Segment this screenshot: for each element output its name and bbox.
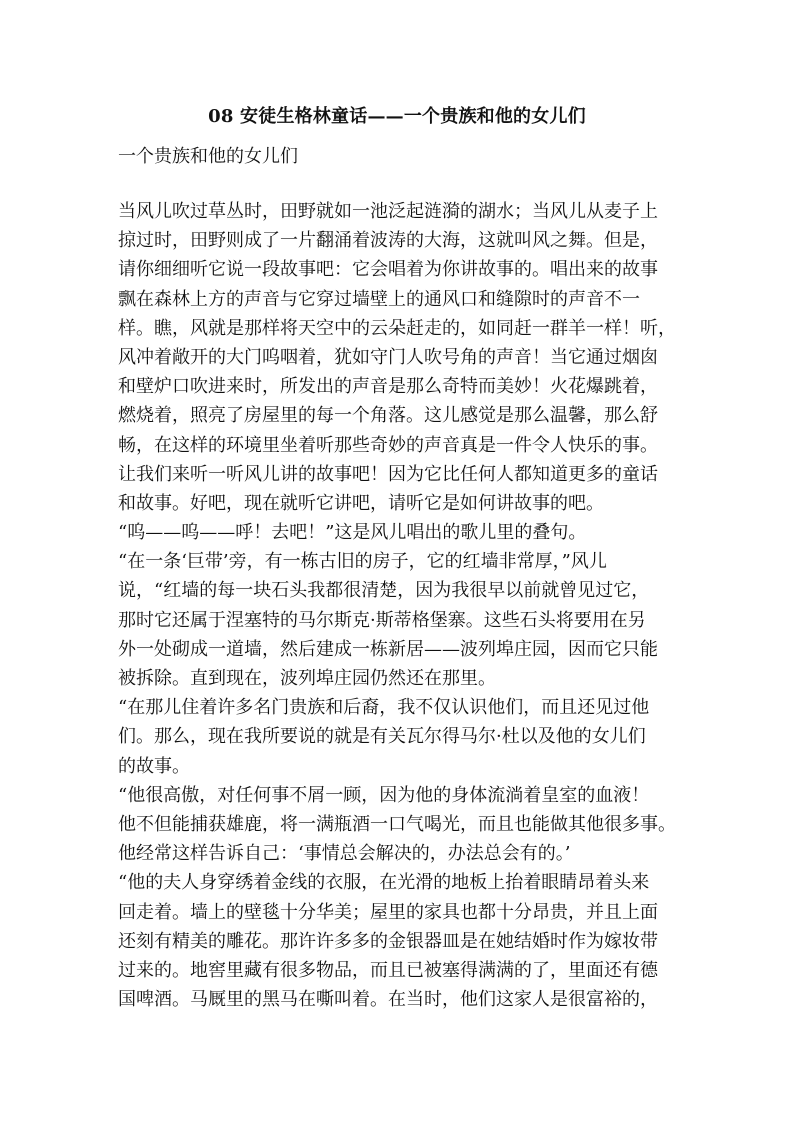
- body-line: “呜——呜——呼！去吧！”这是风儿唱出的歌儿里的叠句。: [118, 522, 587, 544]
- body-line: 们。那么，现在我所要说的就是有关瓦尔得马尔·杜以及他的女儿们: [118, 726, 646, 748]
- body-line: 的故事。: [118, 755, 190, 777]
- body-line: 过来的。地窖里藏有很多物品，而且已被塞得满满的了，里面还有德: [118, 959, 658, 981]
- body-line: “在那儿住着许多名门贵族和后裔，我不仅认识他们，而且还见过他: [118, 697, 650, 719]
- body-line: 当风儿吹过草丛时，田野就如一池泛起涟漪的湖水；当风儿从麦子上: [118, 201, 658, 222]
- body-line: 他经常这样告诉自己：‘事情总会解决的，办法总会有的。’: [118, 843, 571, 865]
- body-line: 说，“红墙的每一块石头我都很清楚，因为我很早以前就曾见过它，: [118, 580, 650, 602]
- body-line: 畅，在这样的环境里坐着听那些奇妙的声音真是一件令人快乐的事。: [118, 434, 658, 456]
- body-line: 那时它还属于涅塞特的马尔斯克·斯蒂格堡寨。这些石头将要用在另: [118, 609, 646, 631]
- body-line: “他很高傲，对任何事不屑一顾，因为他的身体流淌着皇室的血液！: [118, 784, 650, 806]
- body-line: “在一条‘巨带’旁，有一栋古旧的房子，它的红墙非常厚，”风儿: [118, 551, 607, 573]
- body-line: 掠过时，田野则成了一片翻涌着波涛的大海，这就叫风之舞。但是，: [118, 230, 658, 252]
- body-line: 回走着。墙上的壁毯十分华美；屋里的家具也都十分昂贵，并且上面: [118, 901, 658, 923]
- document-body: [118, 197, 680, 1014]
- document-subtitle: 一个贵族和他的女儿们: [118, 146, 298, 167]
- body-line: 让我们来听一听风儿讲的故事吧！因为它比任何人都知道更多的童话: [118, 463, 658, 485]
- body-line: 他不但能捕获雄鹿，将一满瓶酒一口气喝光，而且也能做其他很多事。: [118, 813, 676, 835]
- body-line: 还刻有精美的雕花。那许许多多的金银器皿是在她结婚时作为嫁妆带: [118, 930, 658, 952]
- body-line: 和故事。好吧，现在就听它讲吧，请听它是如何讲故事的吧。: [118, 492, 604, 514]
- body-line: 风冲着敞开的大门呜咽着，犹如守门人吹号角的声音！当它通过烟囱: [118, 346, 658, 368]
- body-line: 请你细细听它说一段故事吧：它会唱着为你讲故事的。唱出来的故事: [118, 259, 658, 281]
- body-line: 国啤酒。马厩里的黑马在嘶叫着。在当时，他们这家人是很富裕的，: [118, 989, 658, 1011]
- body-line: 样。瞧，风就是那样将天空中的云朵赶走的，如同赶一群羊一样！听，: [118, 317, 676, 339]
- body-line: 外一处砌成一道墙，然后建成一栋新居——波列埠庄园，因而它只能: [118, 638, 658, 660]
- body-line: 飘在森林上方的声音与它穿过墙壁上的通风口和缝隙时的声音不一: [118, 288, 640, 310]
- body-line: 和壁炉口吹进来时，所发出的声音是那么奇特而美妙！火花爆跳着，: [118, 376, 658, 398]
- document-title: 08 安徒生格林童话——一个贵族和他的女儿们: [208, 106, 586, 127]
- body-line: 燃烧着，照亮了房屋里的每一个角落。这儿感觉是那么温馨，那么舒: [118, 405, 658, 427]
- body-line: 被拆除。直到现在，波列埠庄园仍然还在那里。: [118, 668, 496, 689]
- body-line: “他的夫人身穿绣着金线的衣服，在光滑的地板上抬着眼睛昂着头来: [118, 872, 650, 894]
